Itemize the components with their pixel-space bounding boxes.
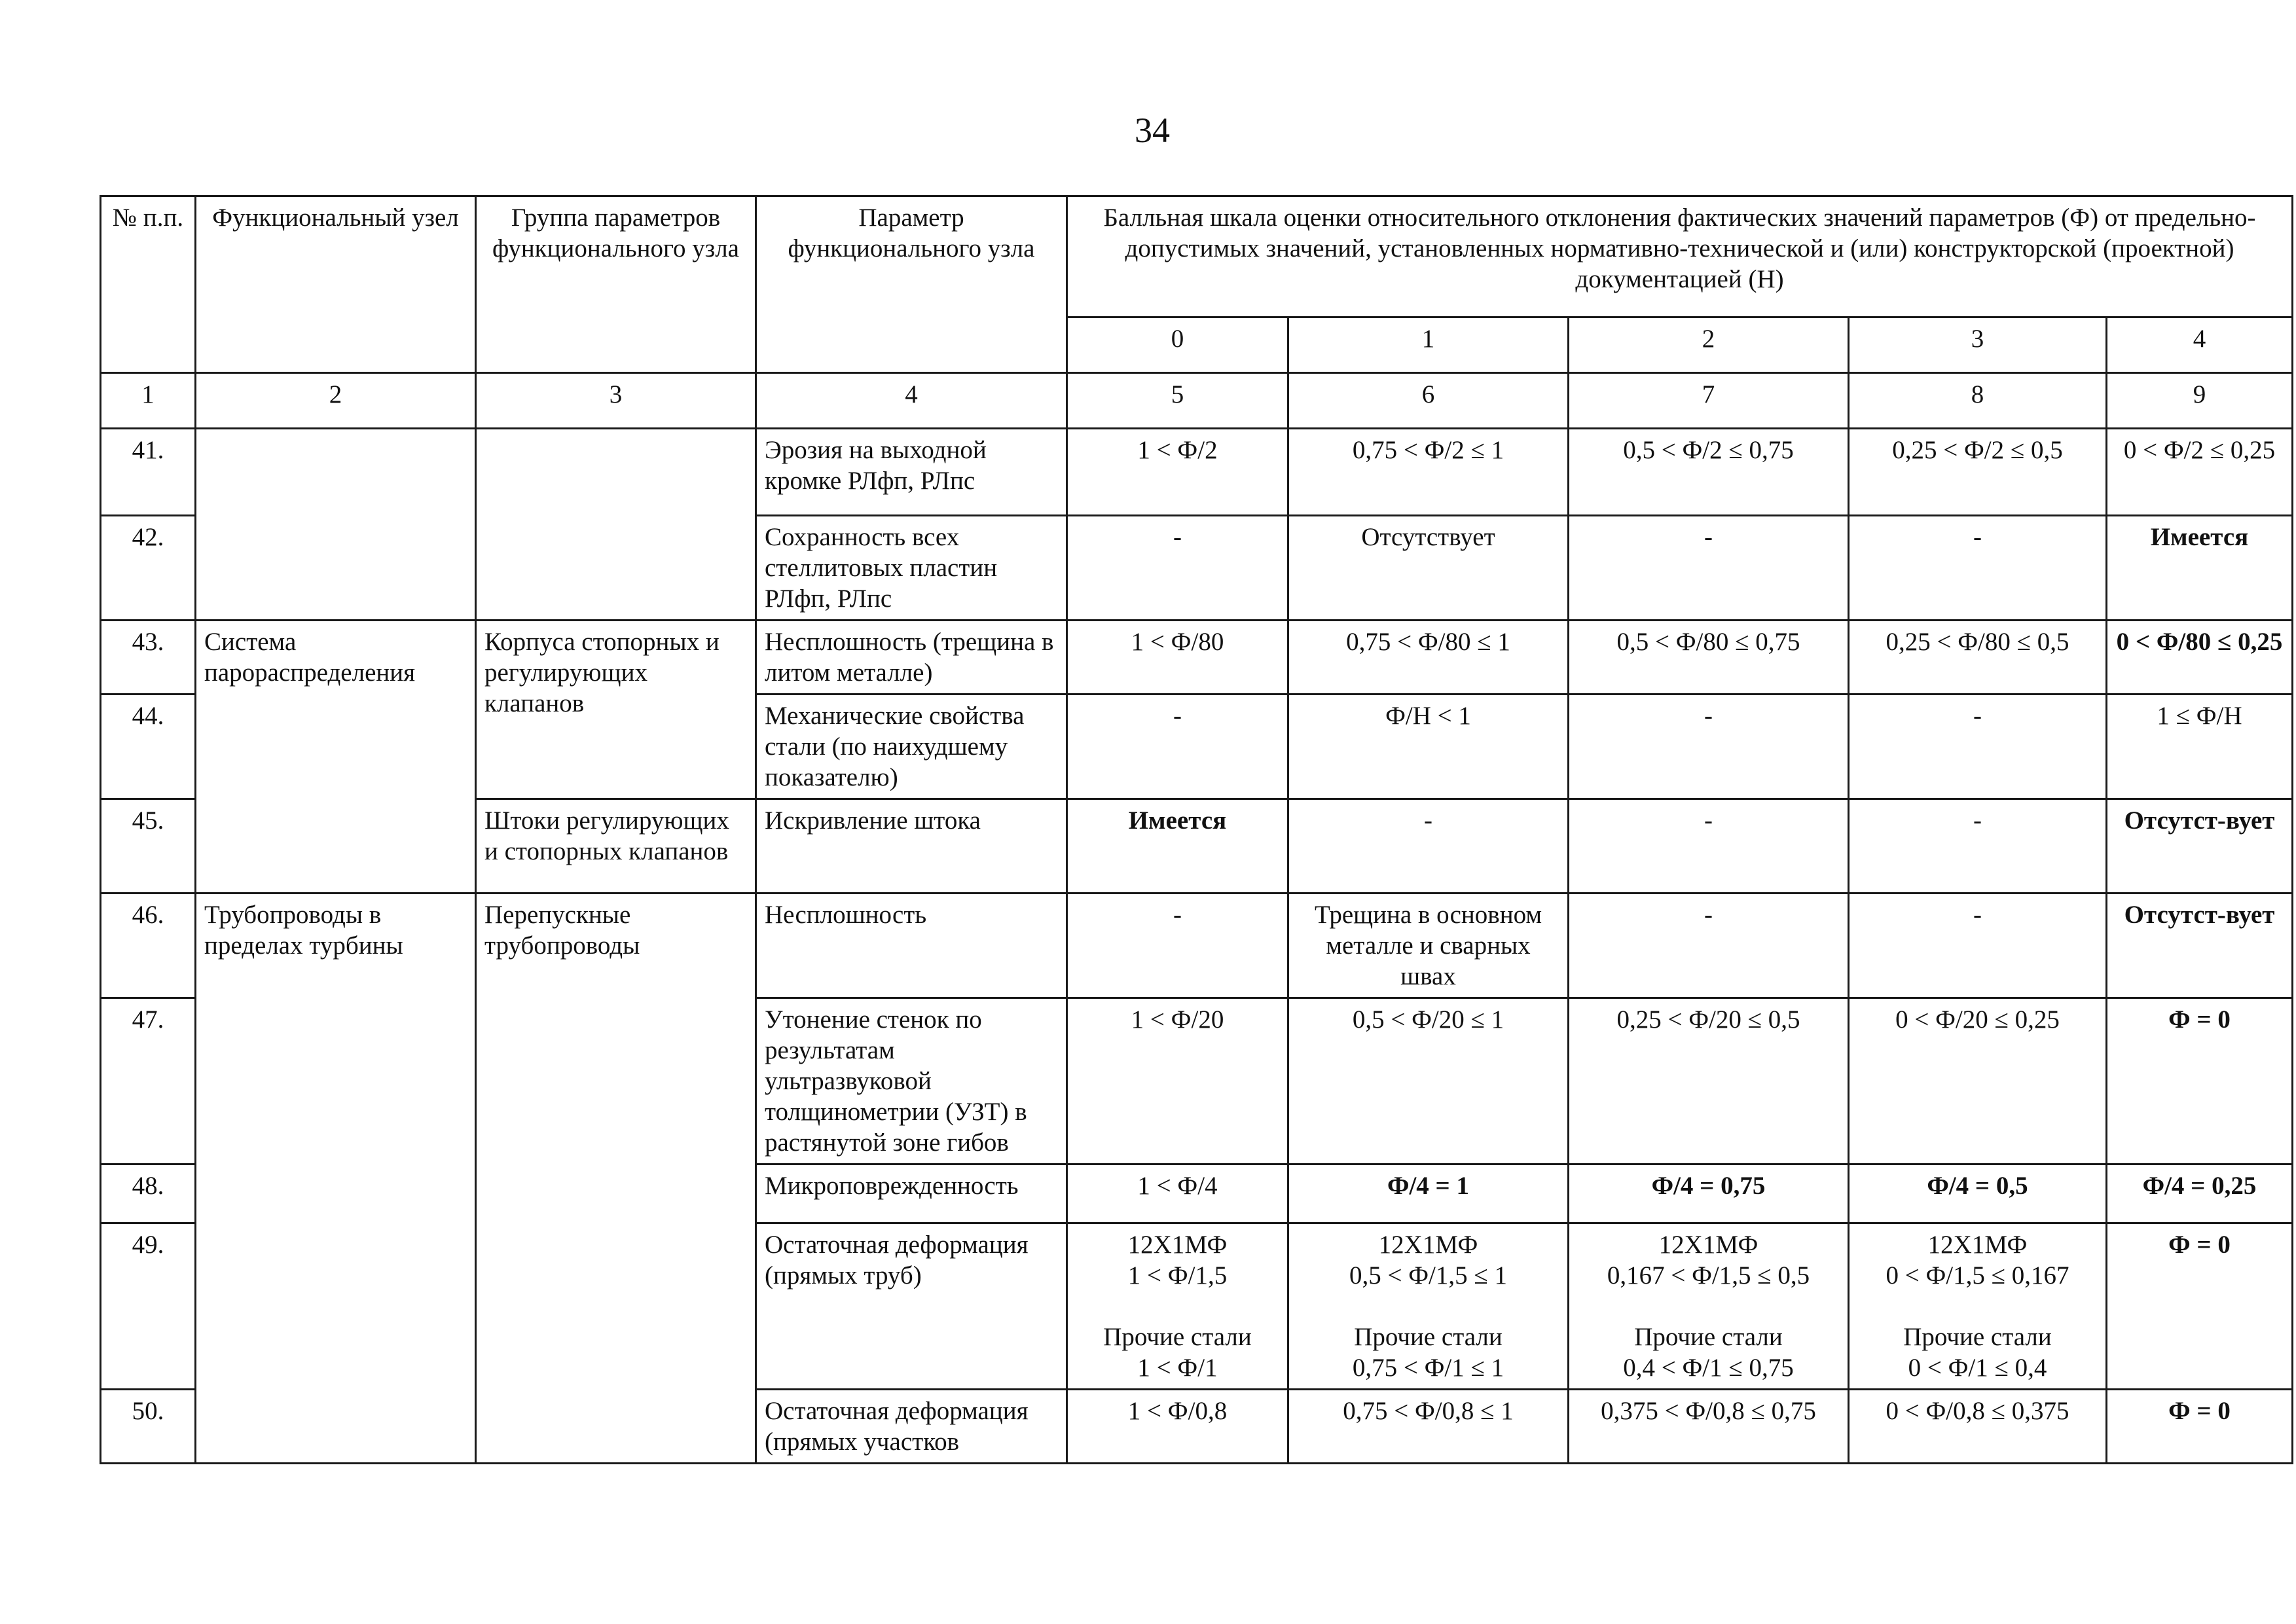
col-index: 8 [1849, 373, 2107, 429]
score-3: 3 [1849, 317, 2107, 373]
range-value: 1 < Ф/1,5 [1127, 1261, 1228, 1290]
range-value: 0,4 < Ф/1 ≤ 0,75 [1623, 1354, 1794, 1382]
table-row [101, 621, 2293, 695]
score-4-cell: 1 ≤ Ф/Н [2107, 695, 2293, 799]
steel-grade: 12Х1МФ [1927, 1231, 2028, 1259]
steel-grade: 12Х1МФ [1378, 1231, 1478, 1259]
page-number: 34 [1135, 111, 1170, 150]
score-4-cell: Имеется [2107, 516, 2293, 621]
score-4-cell: Отсутст-вует [2107, 799, 2293, 893]
range-value: 0,167 < Ф/1,5 ≤ 0,5 [1607, 1261, 1810, 1290]
score-1-cell: - [1288, 799, 1569, 893]
score-2-cell: 0,5 < Ф/2 ≤ 0,75 [1569, 429, 1849, 516]
score-2-cell: 0,5 < Ф/80 ≤ 0,75 [1569, 621, 1849, 695]
row-number: 43. [101, 621, 196, 695]
score-0-cell: 1 < Ф/4 [1067, 1164, 1288, 1223]
header-parameter: Параметр функционального узла [756, 196, 1067, 373]
parameter-cell: Искривление штока [756, 799, 1067, 893]
score-2-cell [1569, 1223, 1849, 1390]
header-score-scale: Балльная шкала оценки относительного отклонения фактических значений параметров (Ф) от предельно-допустимых значений, установленных нормативно-технической и (или) конструкторской (проектной) документацией (Н) [1067, 196, 2293, 317]
score-0-cell: 1 < Ф/20 [1067, 998, 1288, 1164]
parameter-cell: Эрозия на выходной кромке РЛфп, РЛпс [756, 429, 1067, 516]
row-number: 41. [101, 429, 196, 516]
score-3-cell: - [1849, 799, 2107, 893]
parameter-cell: Микроповрежденность [756, 1164, 1067, 1223]
other-steels-label: Прочие стали [1103, 1323, 1252, 1351]
parameter-group-bypass-pipes: Перепускные трубопроводы [476, 893, 756, 1464]
col-index: 6 [1288, 373, 1569, 429]
parameter-cell: Несплошность [756, 893, 1067, 998]
score-2-cell: - [1569, 695, 1849, 799]
parameter-cell: Несплошность (трещина в литом металле) [756, 621, 1067, 695]
col-index: 5 [1067, 373, 1288, 429]
score-3-cell: 0,25 < Ф/2 ≤ 0,5 [1849, 429, 2107, 516]
score-4-cell: Ф/4 = 0,25 [2107, 1164, 2293, 1223]
score-2-cell: - [1569, 893, 1849, 998]
table-row [101, 893, 2293, 998]
score-4: 4 [2107, 317, 2293, 373]
score-4-cell: Ф = 0 [2107, 998, 2293, 1164]
score-0-cell: - [1067, 516, 1288, 621]
parameter-cell: Механические свойства стали (по наихудшему показателю) [756, 695, 1067, 799]
parameter-group-valve-bodies: Корпуса стопорных и регулирующих клапанов [476, 621, 756, 799]
score-2: 2 [1569, 317, 1849, 373]
score-4-cell: Ф = 0 [2107, 1390, 2293, 1464]
table-row [101, 429, 2293, 516]
score-1-cell: 0,75 < Ф/80 ≤ 1 [1288, 621, 1569, 695]
score-2-cell: - [1569, 799, 1849, 893]
header-functional-unit: Функциональный узел [196, 196, 476, 373]
score-3-cell: 0 < Ф/20 ≤ 0,25 [1849, 998, 2107, 1164]
steel-grade: 12Х1МФ [1658, 1231, 1758, 1259]
score-3-cell: - [1849, 893, 2107, 998]
row-number: 47. [101, 998, 196, 1164]
score-4-cell: 0 < Ф/2 ≤ 0,25 [2107, 429, 2293, 516]
score-0: 0 [1067, 317, 1288, 373]
score-3-cell: - [1849, 516, 2107, 621]
steel-grade: 12Х1МФ [1127, 1231, 1228, 1259]
score-0-cell: 1 < Ф/80 [1067, 621, 1288, 695]
score-2-cell: 0,375 < Ф/0,8 ≤ 0,75 [1569, 1390, 1849, 1464]
row-number: 42. [101, 516, 196, 621]
row-number: 46. [101, 893, 196, 998]
range-value: 0,5 < Ф/1,5 ≤ 1 [1349, 1261, 1508, 1290]
row-number: 44. [101, 695, 196, 799]
score-3-cell: 0,25 < Ф/80 ≤ 0,5 [1849, 621, 2107, 695]
score-3-cell: 0 < Ф/0,8 ≤ 0,375 [1849, 1390, 2107, 1464]
score-1-cell: Трещина в основном металле и сварных швах [1288, 893, 1569, 998]
parameter-cell: Сохранность всех стеллитовых пластин РЛфп, РЛпс [756, 516, 1067, 621]
score-1-cell: Ф/4 = 1 [1288, 1164, 1569, 1223]
parameter-group-cell [476, 429, 756, 621]
col-index: 7 [1569, 373, 1849, 429]
score-1-cell: Отсутствует [1288, 516, 1569, 621]
score-1-cell: 0,5 < Ф/20 ≤ 1 [1288, 998, 1569, 1164]
parameter-cell: Утонение стенок по результатам ультразвуковой толщинометрии (УЗТ) в растянутой зоне гибов [756, 998, 1067, 1164]
col-index: 3 [476, 373, 756, 429]
score-0-cell: 1 < Ф/2 [1067, 429, 1288, 516]
row-number: 50. [101, 1390, 196, 1464]
row-number: 49. [101, 1223, 196, 1390]
parameter-cell: Остаточная деформация (прямых труб) [756, 1223, 1067, 1390]
header-parameter-group: Группа параметров функционального узла [476, 196, 756, 373]
score-4-cell: Отсутст-вует [2107, 893, 2293, 998]
score-3-cell: Ф/4 = 0,5 [1849, 1164, 2107, 1223]
range-value: 1 < Ф/1 [1137, 1354, 1218, 1382]
score-0-cell: - [1067, 893, 1288, 998]
score-1-cell: Ф/Н < 1 [1288, 695, 1569, 799]
col-index: 1 [101, 373, 196, 429]
assessment-table [100, 195, 2293, 1464]
column-index-row [101, 373, 2293, 429]
range-value: 0 < Ф/1,5 ≤ 0,167 [1886, 1261, 2069, 1290]
parameter-cell: Остаточная деформация (прямых участков [756, 1390, 1067, 1464]
range-value: 0 < Ф/1 ≤ 0,4 [1908, 1354, 2047, 1382]
score-1: 1 [1288, 317, 1569, 373]
other-steels-label: Прочие стали [1903, 1323, 2052, 1351]
other-steels-label: Прочие стали [1634, 1323, 1783, 1351]
functional-unit-cell [196, 429, 476, 621]
score-1-cell: 0,75 < Ф/2 ≤ 1 [1288, 429, 1569, 516]
col-index: 4 [756, 373, 1067, 429]
functional-unit-steam-distribution: Система парораспределения [196, 621, 476, 893]
score-0-cell [1067, 1223, 1288, 1390]
score-3-cell: - [1849, 695, 2107, 799]
score-2-cell: - [1569, 516, 1849, 621]
score-1-cell [1288, 1223, 1569, 1390]
score-1-cell: 0,75 < Ф/0,8 ≤ 1 [1288, 1390, 1569, 1464]
score-0-cell: Имеется [1067, 799, 1288, 893]
header-row [101, 196, 2293, 317]
range-value: 0,75 < Ф/1 ≤ 1 [1352, 1354, 1504, 1382]
score-0-cell: 1 < Ф/0,8 [1067, 1390, 1288, 1464]
score-2-cell: 0,25 < Ф/20 ≤ 0,5 [1569, 998, 1849, 1164]
row-number: 48. [101, 1164, 196, 1223]
score-3-cell [1849, 1223, 2107, 1390]
score-2-cell: Ф/4 = 0,75 [1569, 1164, 1849, 1223]
col-index: 2 [196, 373, 476, 429]
score-4-cell: 0 < Ф/80 ≤ 0,25 [2107, 621, 2293, 695]
col-index: 9 [2107, 373, 2293, 429]
score-0-cell: - [1067, 695, 1288, 799]
other-steels-label: Прочие стали [1354, 1323, 1503, 1351]
score-4-cell: Ф = 0 [2107, 1223, 2293, 1390]
parameter-group-stems: Штоки регулирующих и стопорных клапанов [476, 799, 756, 893]
row-number: 45. [101, 799, 196, 893]
header-number: № п.п. [101, 196, 196, 373]
functional-unit-pipelines: Трубопроводы в пределах турбины [196, 893, 476, 1464]
